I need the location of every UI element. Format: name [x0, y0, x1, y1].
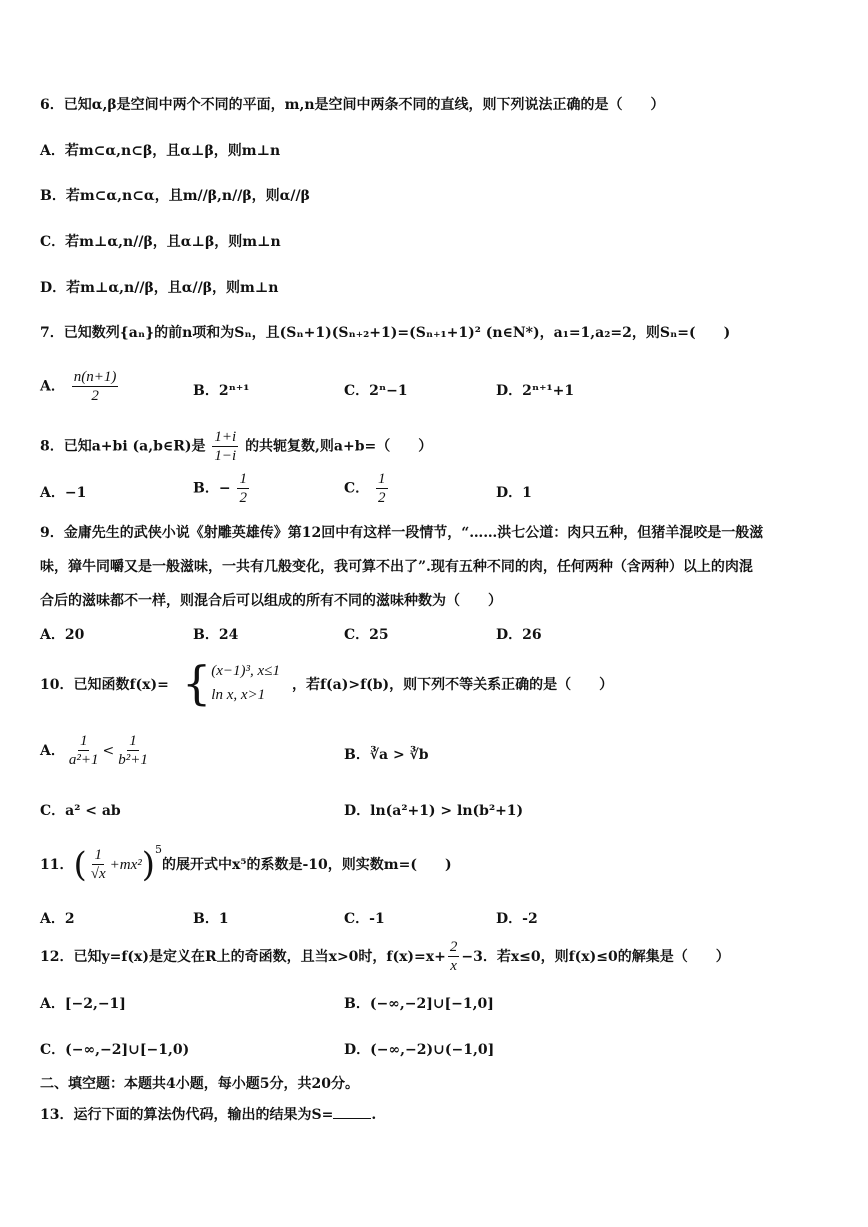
q8-b-denominator: 2: [239, 490, 247, 506]
q7-option-d: D．2ⁿ⁺¹+1: [496, 383, 575, 399]
q9-line-2: 味，獐牛同嚼又是一般滋味，一共有几般变化，我可算不出了”.现有五种不同的肉，任何两种（含两种）以上的肉混: [40, 559, 753, 575]
q11-stem-post: 的展开式中x⁵的系数是-10，则实数m=( ): [162, 856, 452, 873]
q8-c-numerator: 1: [378, 471, 386, 487]
q11-right-paren: ): [141, 844, 156, 885]
q11-power: 5: [155, 842, 163, 856]
q6-stem: 6．已知α,β是空间中两个不同的平面，m,n是空间中两条不同的直线，则下列说法正确的是（ ）: [40, 97, 665, 113]
q9-option-b: B．24: [193, 627, 239, 643]
q11-number: 11．: [40, 856, 74, 873]
q9-option-c: C．25: [344, 627, 389, 643]
q13-stem-pre: 13．运行下面的算法伪代码，输出的结果为S=: [40, 1107, 334, 1123]
q11-inner-den: √x: [90, 866, 106, 882]
q11-inner-fraction: [89, 846, 108, 883]
q7-a-numerator: n(n+1): [73, 369, 117, 385]
q12-option-b: B．(−∞,−2]∪[−1,0]: [344, 996, 494, 1012]
q7-option-b: B．2ⁿ⁺¹: [193, 383, 250, 399]
q10-case-1: (x−1)³, x≤1: [211, 663, 280, 679]
q11-left-paren: (: [73, 844, 87, 885]
q10-option-c: C．a² < ab: [40, 803, 121, 819]
q13-stem-post: .: [371, 1107, 377, 1123]
q10-a-left-num: 1: [79, 733, 88, 749]
q10-stem-post: ，若f(a)>f(b)，则下列不等关系正确的是（ ）: [292, 677, 614, 693]
q8-fraction: [212, 428, 238, 465]
q8-frac-numerator: 1+i: [214, 429, 237, 445]
q10-piecewise: [182, 658, 280, 708]
q11-inner-num: 1: [94, 847, 102, 863]
q12-stem: [40, 938, 730, 975]
q10-a-left-den: a²+1: [68, 752, 99, 768]
q10-a-operator: <: [102, 742, 115, 759]
q8-option-a: A．−1: [40, 485, 87, 501]
q7-option-a-label: A．: [40, 378, 65, 395]
q9-option-a: A．20: [40, 627, 85, 643]
q11-option-c: C．-1: [344, 911, 385, 927]
q12-option-d: D．(−∞,−2)∪(−1,0]: [344, 1042, 495, 1058]
q12-stem-pre: 12．已知y=f(x)是定义在R上的奇函数，且当x>0时，f(x)=x+: [40, 948, 446, 965]
q10-a-right-den: b²+1: [118, 752, 148, 768]
q8-c-denominator: 2: [378, 490, 386, 506]
q9-line-1: 9．金庸先生的武侠小说《射雕英雄传》第12回中有这样一段情节，“……洪七公道：肉只五种，但猪羊混咬是一般滋: [40, 525, 764, 541]
q6-option-a: A．若m⊂α,n⊂β，且α⊥β，则m⊥n: [40, 143, 281, 159]
q7-a-denominator: 2: [91, 388, 99, 404]
q6-option-b: B．若m⊂α,n⊂α，且m//β,n//β，则α//β: [40, 188, 310, 204]
q12-fraction: [448, 938, 460, 975]
q10-option-d: D．ln(a²+1) > ln(b²+1): [344, 803, 524, 819]
q11-stem: [40, 842, 452, 885]
q11-option-b: B．1: [193, 911, 229, 927]
q12-frac-num: 2: [449, 939, 458, 955]
q8-stem: [40, 428, 432, 465]
q7-option-c: C．2ⁿ−1: [344, 383, 408, 399]
q8-option-c: [344, 470, 390, 507]
q10-option-a-label: A．: [40, 742, 65, 759]
q9-option-d: D．26: [496, 627, 542, 643]
q10-a-left-fraction: [67, 732, 101, 769]
q8-option-b-fraction: [237, 470, 249, 507]
q7-stem: 7．已知数列{aₙ}的前n项和为Sₙ，且(Sₙ+1)(Sₙ₊₂+1)=(Sₙ₊₁+1)² (n∈N*)，a₁=1,a₂=2，则Sₙ=( ): [40, 325, 731, 341]
q8-option-c-fraction: [376, 470, 388, 507]
q6-option-d: D．若m⊥α,n//β，且α//β，则m⊥n: [40, 280, 279, 296]
q8-stem-post: 的共轭复数,则a+b=（ ）: [245, 438, 433, 455]
q8-stem-pre: 8．已知a+bi (a,b∈R)是: [40, 438, 206, 455]
q8-option-d: D．1: [496, 485, 532, 501]
q7-option-a-fraction: [72, 368, 119, 405]
q10-a-right-fraction: [116, 732, 150, 769]
q12-frac-den: x: [450, 958, 457, 974]
q8-option-c-label: C．: [344, 480, 370, 497]
q12-stem-post: −3．若x≤0，则f(x)≤0的解集是（ ）: [461, 948, 730, 965]
q10-case-2: ln x, x>1: [211, 687, 266, 703]
q8-b-numerator: 1: [239, 471, 247, 487]
q8-option-b-label: B．−: [193, 480, 231, 497]
q13-stem: [40, 1104, 376, 1126]
q7-option-a: [40, 368, 120, 405]
q10-option-a: [40, 732, 152, 769]
q12-option-a: A．[−2,−1]: [40, 996, 126, 1012]
q8-frac-denominator: 1−i: [214, 448, 237, 464]
q11-inner-post: +mx²: [109, 856, 142, 873]
q12-option-c: C．(−∞,−2]∪[−1,0): [40, 1042, 190, 1058]
q10-a-right-num: 1: [129, 733, 137, 749]
q6-option-c: C．若m⊥α,n//β，且α⊥β，则m⊥n: [40, 234, 281, 250]
q11-option-a: A．2: [40, 911, 75, 927]
q10-option-b: B．∛a > ∛b: [344, 747, 429, 763]
q13-answer-blank: [333, 1104, 371, 1119]
q8-option-b: [193, 470, 251, 507]
q9-line-3: 合后的滋味都不一样，则混合后可以组成的所有不同的滋味种数为（ ）: [40, 593, 502, 609]
section-heading: 二、填空题：本题共4小题，每小题5分，共20分。: [40, 1076, 359, 1092]
q10-brace: {: [182, 656, 212, 710]
q10-stem-pre: 10．已知函数f(x)=: [40, 677, 169, 693]
q11-option-d: D．-2: [496, 911, 538, 927]
